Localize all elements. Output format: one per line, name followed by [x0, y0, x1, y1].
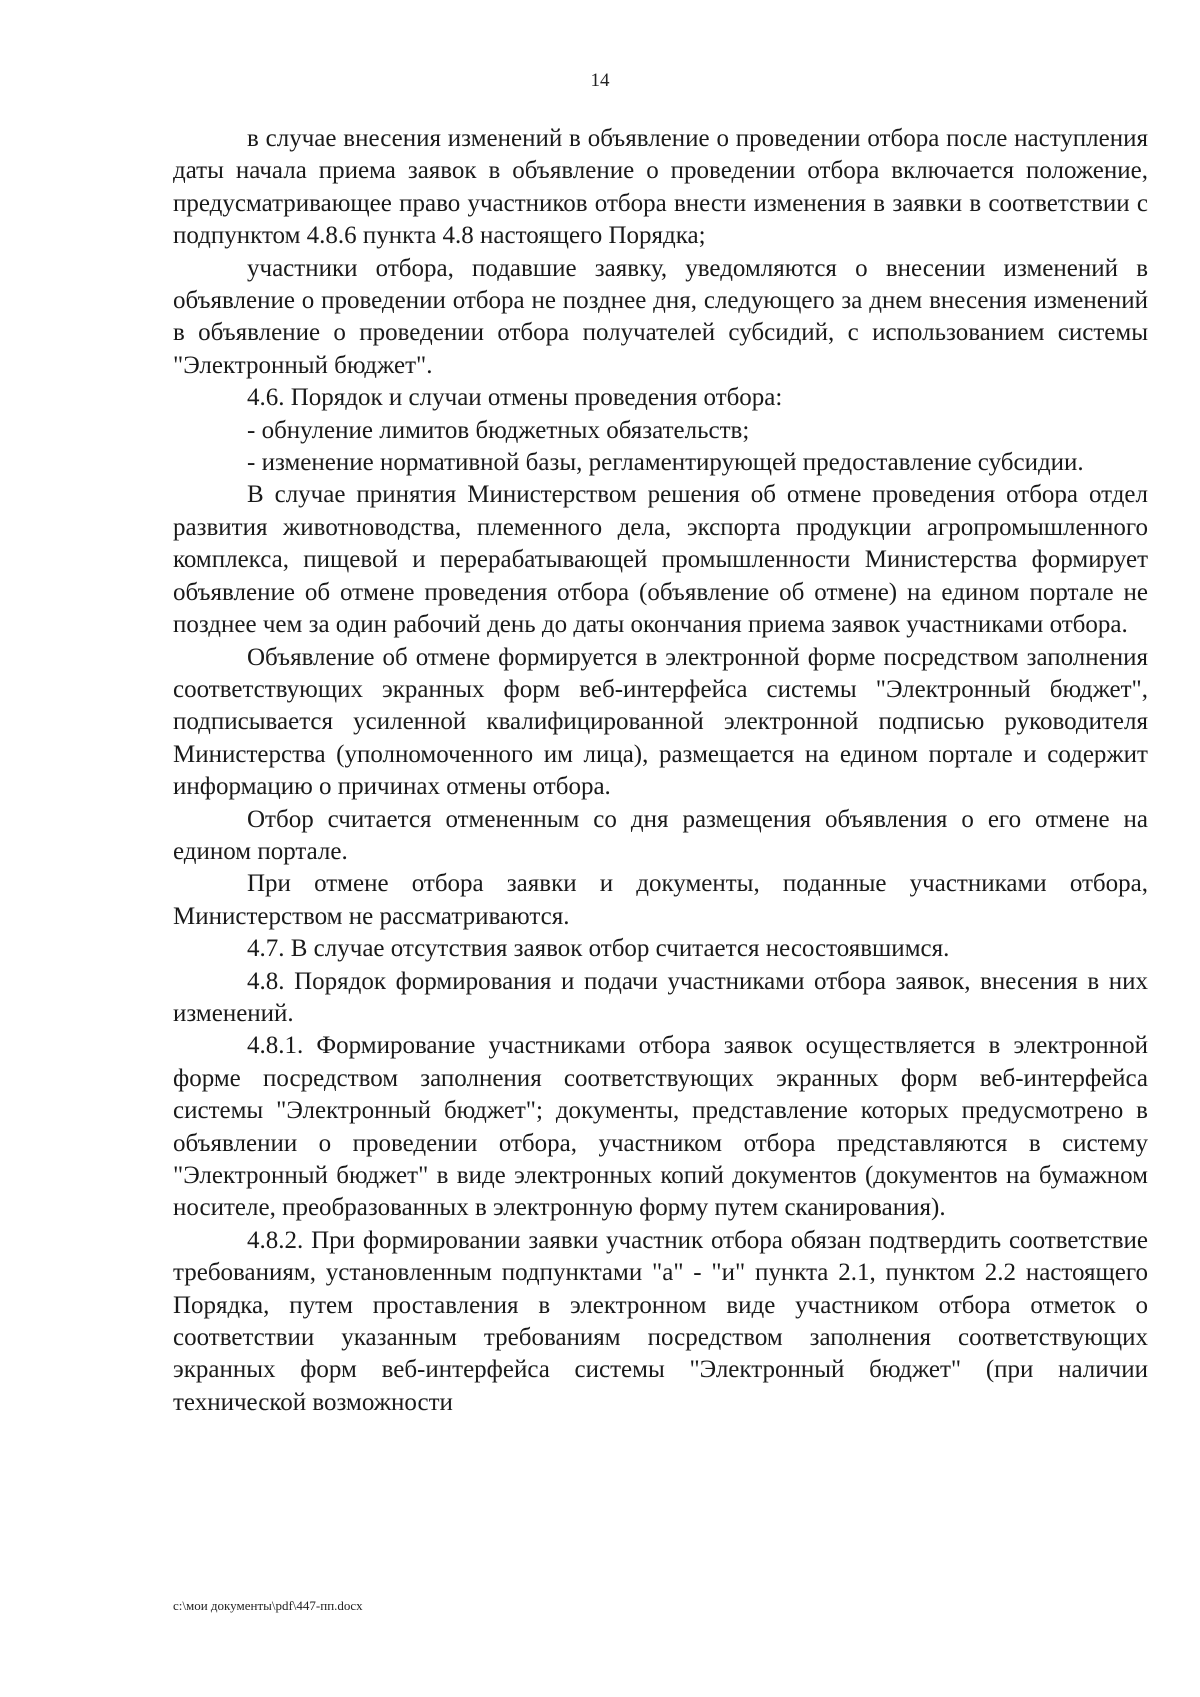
paragraph: - обнуление лимитов бюджетных обязательств;	[247, 416, 750, 444]
document-body	[173, 123, 1148, 1419]
paragraph: Объявление об отмене формируется в электронной форме посредством заполнения соответствующих экранных форм веб-интерфейса системы "Электронный бюджет", подписывается усиленной квалифицированной электронной подписью руководителя Министерства (уполномоченного им лица), размещается на едином портале и содержит информацию о причинах отмены отбора.	[173, 643, 1148, 801]
paragraph: 4.8.2. При формировании заявки участник отбора обязан подтвердить соответствие требованиям, установленным подпунктами "а" - "и" пункта 2.1, пунктом 2.2 настоящего Порядка, путем проставления в электронном виде участником отбора отметок о соответствии указанным требованиям посредством заполнения соответствующих экранных форм веб-интерфейса системы "Электронный бюджет" (при наличии технической возможности	[173, 1226, 1148, 1416]
paragraph: участники отбора, подавшие заявку, уведомляются о внесении изменений в объявление о проведении отбора не позднее дня, следующего за днем внесения изменений в объявление о проведении отбора получателей субсидий, с использованием системы "Электронный бюджет".	[173, 254, 1148, 379]
paragraph: 4.6. Порядок и случаи отмены проведения отбора:	[247, 384, 783, 412]
paragraph: 4.7. В случае отсутствия заявок отбор считается несостоявшимся.	[247, 935, 950, 963]
paragraph: в случае внесения изменений в объявление о проведении отбора после наступления даты начала приема заявок в объявление о проведении отбора включается положение, предусматривающее право участников отбора внести изменения в заявки в соответствии с подпунктом 4.8.6 пункта 4.8 настоящего Порядка;	[173, 125, 1148, 250]
paragraph: 4.8.1. Формирование участниками отбора заявок осуществляется в электронной форме посредством заполнения соответствующих экранных форм веб-интерфейса системы "Электронный бюджет"; документы, представление которых предусмотрено в объявлении о проведении отбора, участником отбора представляются в систему "Электронный бюджет" в виде электронных копий документов (документов на бумажном носителе, преобразованных в электронную форму путем сканирования).	[173, 1032, 1148, 1222]
footer-file-path: c:\мои документы\pdf\447-пп.docx	[173, 1598, 363, 1613]
page-number: 14	[590, 70, 610, 91]
paragraph: При отмене отбора заявки и документы, поданные участниками отбора, Министерством не рассматриваются.	[173, 870, 1148, 930]
paragraph: В случае принятия Министерством решения об отмене проведения отбора отдел развития животноводства, племенного дела, экспорта продукции агропромышленного комплекса, пищевой и перерабатывающей промышленности Министерства формирует объявление об отмене проведения отбора (объявление об отмене) на едином портале не позднее чем за один рабочий день до даты окончания приема заявок участниками отбора.	[173, 481, 1148, 639]
paragraph: 4.8. Порядок формирования и подачи участниками отбора заявок, внесения в них изменений.	[173, 967, 1148, 1027]
paragraph: - изменение нормативной базы, регламентирующей предоставление субсидии.	[247, 449, 1084, 477]
paragraph: Отбор считается отмененным со дня размещения объявления о его отмене на едином портале.	[173, 805, 1148, 865]
